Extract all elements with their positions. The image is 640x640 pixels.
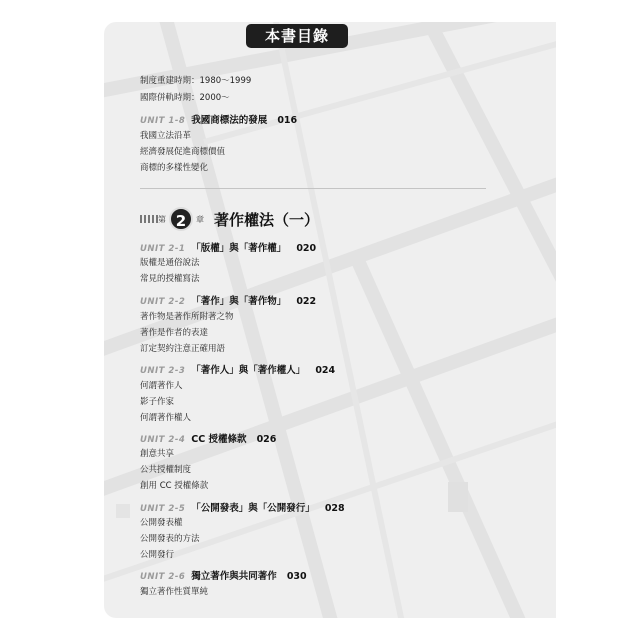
toc-unit-2-4[interactable] xyxy=(140,431,276,445)
unit-page: 030 xyxy=(286,571,307,582)
unit-code: UNIT 2-3 xyxy=(140,366,186,376)
unit-code: UNIT 2-4 xyxy=(140,435,186,445)
toc-item: 著作物是著作所附著之物 xyxy=(140,312,234,322)
toc-item: 獨立著作性質單純 xyxy=(140,587,209,597)
toc-item: 何謂著作人 xyxy=(140,381,183,391)
book-page xyxy=(104,22,556,618)
toc-unit-2-5[interactable] xyxy=(140,500,345,514)
chapter-suffix: 章 xyxy=(196,215,204,224)
unit-page: 016 xyxy=(277,115,298,126)
chapter-stripe-decoration xyxy=(140,215,158,223)
toc-unit-2-2[interactable] xyxy=(140,293,316,307)
chapter-title: 著作權法（一） xyxy=(214,211,320,229)
toc-item: 創用 CC 授權條款 xyxy=(140,481,209,491)
intro-line: 制度重建時期：1980～1999 xyxy=(140,76,252,86)
unit-title: 我國商標法的發展 xyxy=(191,115,268,126)
section-divider xyxy=(140,188,486,189)
unit-code: UNIT 1-8 xyxy=(140,116,186,126)
unit-page: 024 xyxy=(315,365,336,376)
unit-page: 022 xyxy=(296,296,317,307)
toc-unit-2-6[interactable] xyxy=(140,568,307,582)
toc-item: 商標的多樣性變化 xyxy=(140,163,209,173)
chapter-heading[interactable] xyxy=(140,207,340,233)
toc-title-badge: 本書目錄 xyxy=(246,24,348,48)
toc-item: 公開發表的方法 xyxy=(140,534,200,544)
unit-title: CC 授權條款 xyxy=(191,434,247,445)
toc-item: 公共授權制度 xyxy=(140,465,192,475)
toc-item: 訂定契約注意正確用語 xyxy=(140,344,226,354)
unit-page: 028 xyxy=(324,503,345,514)
toc-unit-2-1[interactable] xyxy=(140,240,316,254)
toc-item: 公開發行 xyxy=(140,550,175,560)
unit-title: 「公開發表」與「公開發行」 xyxy=(191,503,315,514)
toc-unit-1-8[interactable] xyxy=(140,112,297,126)
unit-code: UNIT 2-1 xyxy=(140,244,186,254)
chapter-prefix: 第 xyxy=(158,215,166,224)
toc-item: 常見的授權寫法 xyxy=(140,274,200,284)
unit-page: 020 xyxy=(296,243,317,254)
chapter-number-badge: 2 xyxy=(169,207,193,231)
unit-page: 026 xyxy=(256,434,277,445)
toc-item: 影子作家 xyxy=(140,397,175,407)
unit-title: 「版權」與「著作權」 xyxy=(191,243,287,254)
unit-code: UNIT 2-5 xyxy=(140,504,186,514)
unit-title: 獨立著作與共同著作 xyxy=(191,571,277,582)
toc-item: 何謂著作權人 xyxy=(140,413,192,423)
toc-item: 創意共享 xyxy=(140,449,175,459)
intro-line: 國際併軌時期：2000～ xyxy=(140,93,230,103)
toc-item: 公開發表權 xyxy=(140,518,183,528)
unit-title: 「著作人」與「著作權人」 xyxy=(191,365,306,376)
toc-item: 版權是通俗說法 xyxy=(140,258,200,268)
toc-item: 經濟發展促進商標價值 xyxy=(140,147,226,157)
unit-code: UNIT 2-6 xyxy=(140,572,186,582)
toc-item: 著作是作者的表達 xyxy=(140,328,209,338)
unit-title: 「著作」與「著作物」 xyxy=(191,296,287,307)
unit-code: UNIT 2-2 xyxy=(140,297,186,307)
toc-unit-2-3[interactable] xyxy=(140,362,335,376)
toc-item: 我國立法沿革 xyxy=(140,131,192,141)
